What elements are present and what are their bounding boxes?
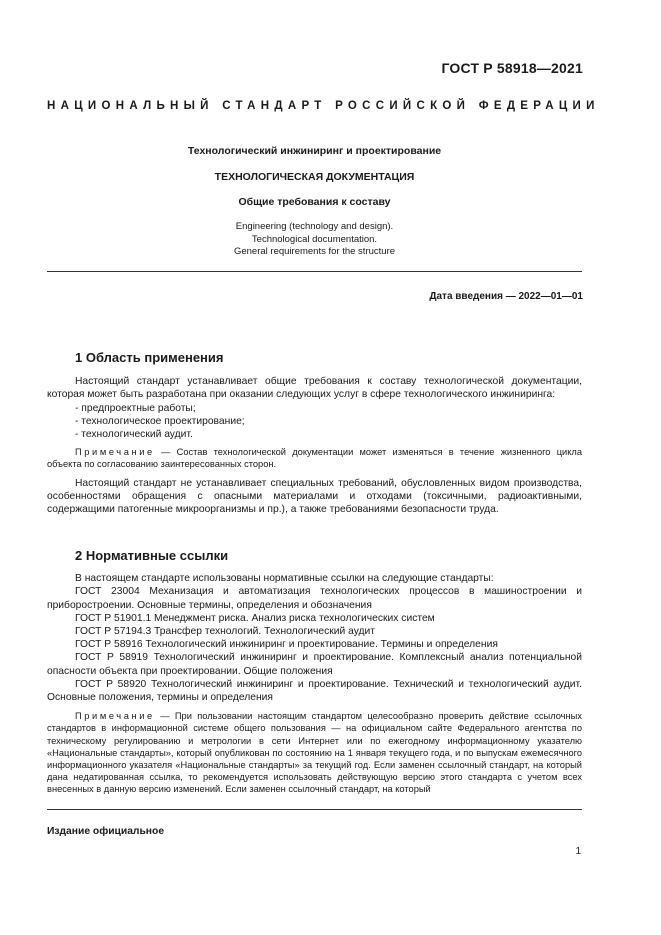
reference-item: ГОСТ Р 51901.1 Менеджмент риска. Анализ риска технологических систем — [75, 612, 435, 624]
english-title-line: Technological documentation. — [251, 233, 378, 245]
note-text: — При пользовании настоящим стандартом целесообразно проверить действие ссылочных стандартов в информационной системе общего пользования — на официальном сайте Федерального агентства по техническому регулированию и метрологии в сети Интернет или по ежегодному информационному указателю «Национальные стандарты», который опубликован по состоянию на 1 января текущего года, и по выпускам ежемесячного информационного указателя «Национальные стандарты» за текущий год. Если заменен ссылочный стандарт, на который дана недатированная ссылка, то рекомендуется использовать действующую версию этого стандарта с учетом всех внесенных в данную версию изменений. Если заменен ссылочный стандарт, на который — [47, 711, 582, 795]
list-item: - технологическое проектирование; — [75, 415, 245, 427]
section-scope — [47, 351, 582, 516]
official-edition-label: Издание официальное — [47, 826, 165, 837]
note-label: Примечание — [75, 711, 155, 722]
document-title: ТЕХНОЛОГИЧЕСКАЯ ДОКУМЕНТАЦИЯ — [214, 171, 415, 183]
section-normative-references — [47, 549, 582, 796]
paragraph: В настоящем стандарте использованы нормативные ссылки на следующие стандарты: — [75, 573, 494, 585]
list-item: - технологический аудит. — [75, 429, 193, 441]
english-title-line: Engineering (technology and design). — [235, 221, 394, 232]
paragraph: Настоящий стандарт устанавливает общие требования к составу технологической документации, которая может быть разработана при оказании следующих услуг в сфере технологического инжиниринга: — [47, 376, 582, 401]
english-title-line: General requirements for the structure — [233, 246, 396, 257]
note — [47, 710, 582, 795]
gost-code: ГОСТ Р 58918—2021 — [441, 60, 583, 76]
paragraph: Настоящий стандарт не устанавливает специальных требований, обусловленных видом производства, особенностями обращения с опасными материалами и отходами (токсичными, радиоактивными, содержащими патогенные микроорганизмы и пр.), а также требованиями безопасности труда. — [47, 477, 582, 516]
reference-item: ГОСТ Р 57194.3 Трансфер технологий. Технологический аудит — [75, 626, 376, 638]
national-standard-heading: НАЦИОНАЛЬНЫЙ СТАНДАРТ РОССИЙСКОЙ ФЕДЕРАЦИИ — [47, 100, 600, 112]
reference-item: ГОСТ 23004 Механизация и автоматизация технологических процессов в машиностроении и приборостроении. Основные термины, определения и обозначения — [47, 586, 582, 611]
page-number: 1 — [575, 846, 581, 857]
note-text: — Состав технологической документации может изменяться в течение жизненного цикла объекта по согласованию заинтересованных сторон. — [47, 447, 582, 470]
reference-item: ГОСТ Р 58920 Технологический инжиниринг и проектирование. Технический и технологический аудит. Основные положения, термины и определения — [47, 678, 582, 704]
document-subtitle: Общие требования к составу — [238, 196, 391, 208]
note-label: Примечание — [75, 447, 155, 458]
note — [47, 446, 582, 470]
subject-line: Технологический инжиниринг и проектирование — [187, 145, 442, 157]
english-title — [47, 221, 582, 259]
footer-divider — [47, 809, 582, 810]
reference-item: ГОСТ Р 58916 Технологический инжиниринг и проектирование. Термины и определения — [75, 639, 498, 651]
reference-item: ГОСТ Р 58919 Технологический инжиниринг и проектирование. Комплексный анализ потенциальной опасности объекта при проектировании. Общие положения — [47, 652, 582, 677]
section-heading: 1 Область применения — [75, 350, 224, 365]
title-divider — [47, 271, 582, 272]
section-heading: 2 Нормативные ссылки — [75, 548, 229, 563]
list-item: - предпроектные работы; — [75, 402, 196, 414]
effective-date: Дата введения — 2022—01—01 — [429, 291, 583, 302]
